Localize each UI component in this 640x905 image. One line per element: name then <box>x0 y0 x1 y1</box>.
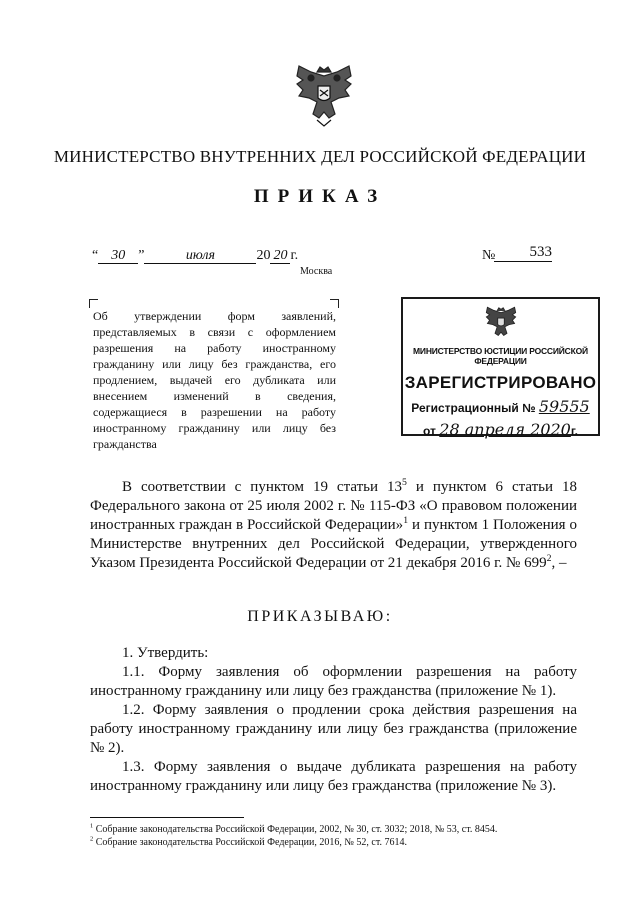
footnote <box>90 836 590 849</box>
preamble-part-3: и пунктом 1 Положения о Министерстве внутренних дел Российской Федерации, утвержденного Указом Президента Российской Федерации от 21 декабря 2016 г. № 699 <box>90 517 577 571</box>
preamble-part-4: , – <box>551 555 567 571</box>
preamble-sup-1: 5 <box>402 477 407 488</box>
preamble-part-2: и пунктом 6 статьи 18 Федерального закона от 25 июля 2002 г. № 115-ФЗ «О правовом положении иностранных граждан в Российской Федерации» <box>90 479 578 533</box>
footnote-mark: 2 <box>90 835 94 843</box>
date-year-suffix: 20 <box>270 248 290 264</box>
stamp-reg-label: Регистрационный № <box>411 401 536 415</box>
stamp-date-prefix: от <box>423 424 436 438</box>
footnote-ref-2: 2 <box>546 553 552 564</box>
preamble-paragraph <box>90 478 577 573</box>
registration-stamp <box>401 297 600 439</box>
preamble-part-1: В соответствии с пунктом 19 статьи 13 <box>122 479 402 495</box>
issue-place: Москва <box>300 266 333 277</box>
date-year-prefix: 20 <box>256 248 271 263</box>
order-date <box>92 248 298 264</box>
stamp-emblem-icon <box>484 305 518 342</box>
date-day: 30 <box>98 248 138 264</box>
stamp-date-row <box>403 420 598 439</box>
footnote-mark: 1 <box>90 822 94 830</box>
stamp-status: ЗАРЕГИСТРИРОВАНО <box>404 373 597 392</box>
order-number-label: № <box>482 248 496 263</box>
document-type-heading: ПРИКАЗ <box>253 186 387 207</box>
stamp-organization: МИНИСТЕРСТВО ЮСТИЦИИ РОССИЙСКОЙ ФЕДЕРАЦИИ <box>413 346 588 366</box>
footnote-text: Собрание законодательства Российской Федерации, 2016, № 52, ст. 7614. <box>93 837 407 848</box>
order-item: 1.2. Форму заявления о продлении срока действия разрешения на работу иностранному гражданину или лицу без гражданства (приложение № 2). <box>90 702 577 756</box>
stamp-reg-number: 59555 <box>538 397 590 416</box>
date-month: июля <box>144 248 256 264</box>
footnote-divider <box>90 817 244 818</box>
ministry-name: МИНИСТЕРСТВО ВНУТРЕННИХ ДЕЛ РОССИЙСКОЙ ФЕДЕРАЦИИ <box>53 147 587 166</box>
title-corner-right <box>330 299 339 308</box>
order-item: 1.3. Форму заявления о выдаче дубликата разрешения на работу иностранному гражданину или лицу без гражданства (приложение № 3). <box>90 759 577 794</box>
title-corner-left <box>89 299 98 308</box>
order-item: 1.1. Форму заявления об оформлении разрешения на работу иностранному гражданину или лицу без гражданства (приложение № 1). <box>90 664 577 699</box>
order-item: 1. Утвердить: <box>122 645 209 661</box>
footnote-text: Собрание законодательства Российской Федерации, 2002, № 30, ст. 3032; 2018, № 53, ст. 8454. <box>93 824 498 835</box>
stamp-date-handwritten: 28 апреля 2020 <box>439 420 571 439</box>
footnote <box>90 823 590 836</box>
footnote-ref-1: 1 <box>403 515 409 526</box>
stamp-date-suffix: г. <box>570 424 578 438</box>
order-directive-heading: ПРИКАЗЫВАЮ: <box>247 608 393 625</box>
footnotes <box>90 823 590 849</box>
date-year-unit: г. <box>290 248 299 263</box>
date-close-quote: ” <box>138 248 145 263</box>
order-title: Об утверждении форм заявлений, представляемых в связи с оформлением разрешения на работу иностранному гражданину или лицу без гражданства, его продлением, выдачей его дубликата или внесением изменений в сведения, содержащиеся в разрешении на работу иностранному гражданину или лицу без гражданства <box>93 309 336 451</box>
date-open-quote: “ <box>92 248 99 263</box>
order-items <box>90 644 577 796</box>
stamp-registration-row <box>403 397 598 416</box>
order-number: 533 <box>494 244 552 262</box>
state-emblem-icon <box>293 62 355 130</box>
